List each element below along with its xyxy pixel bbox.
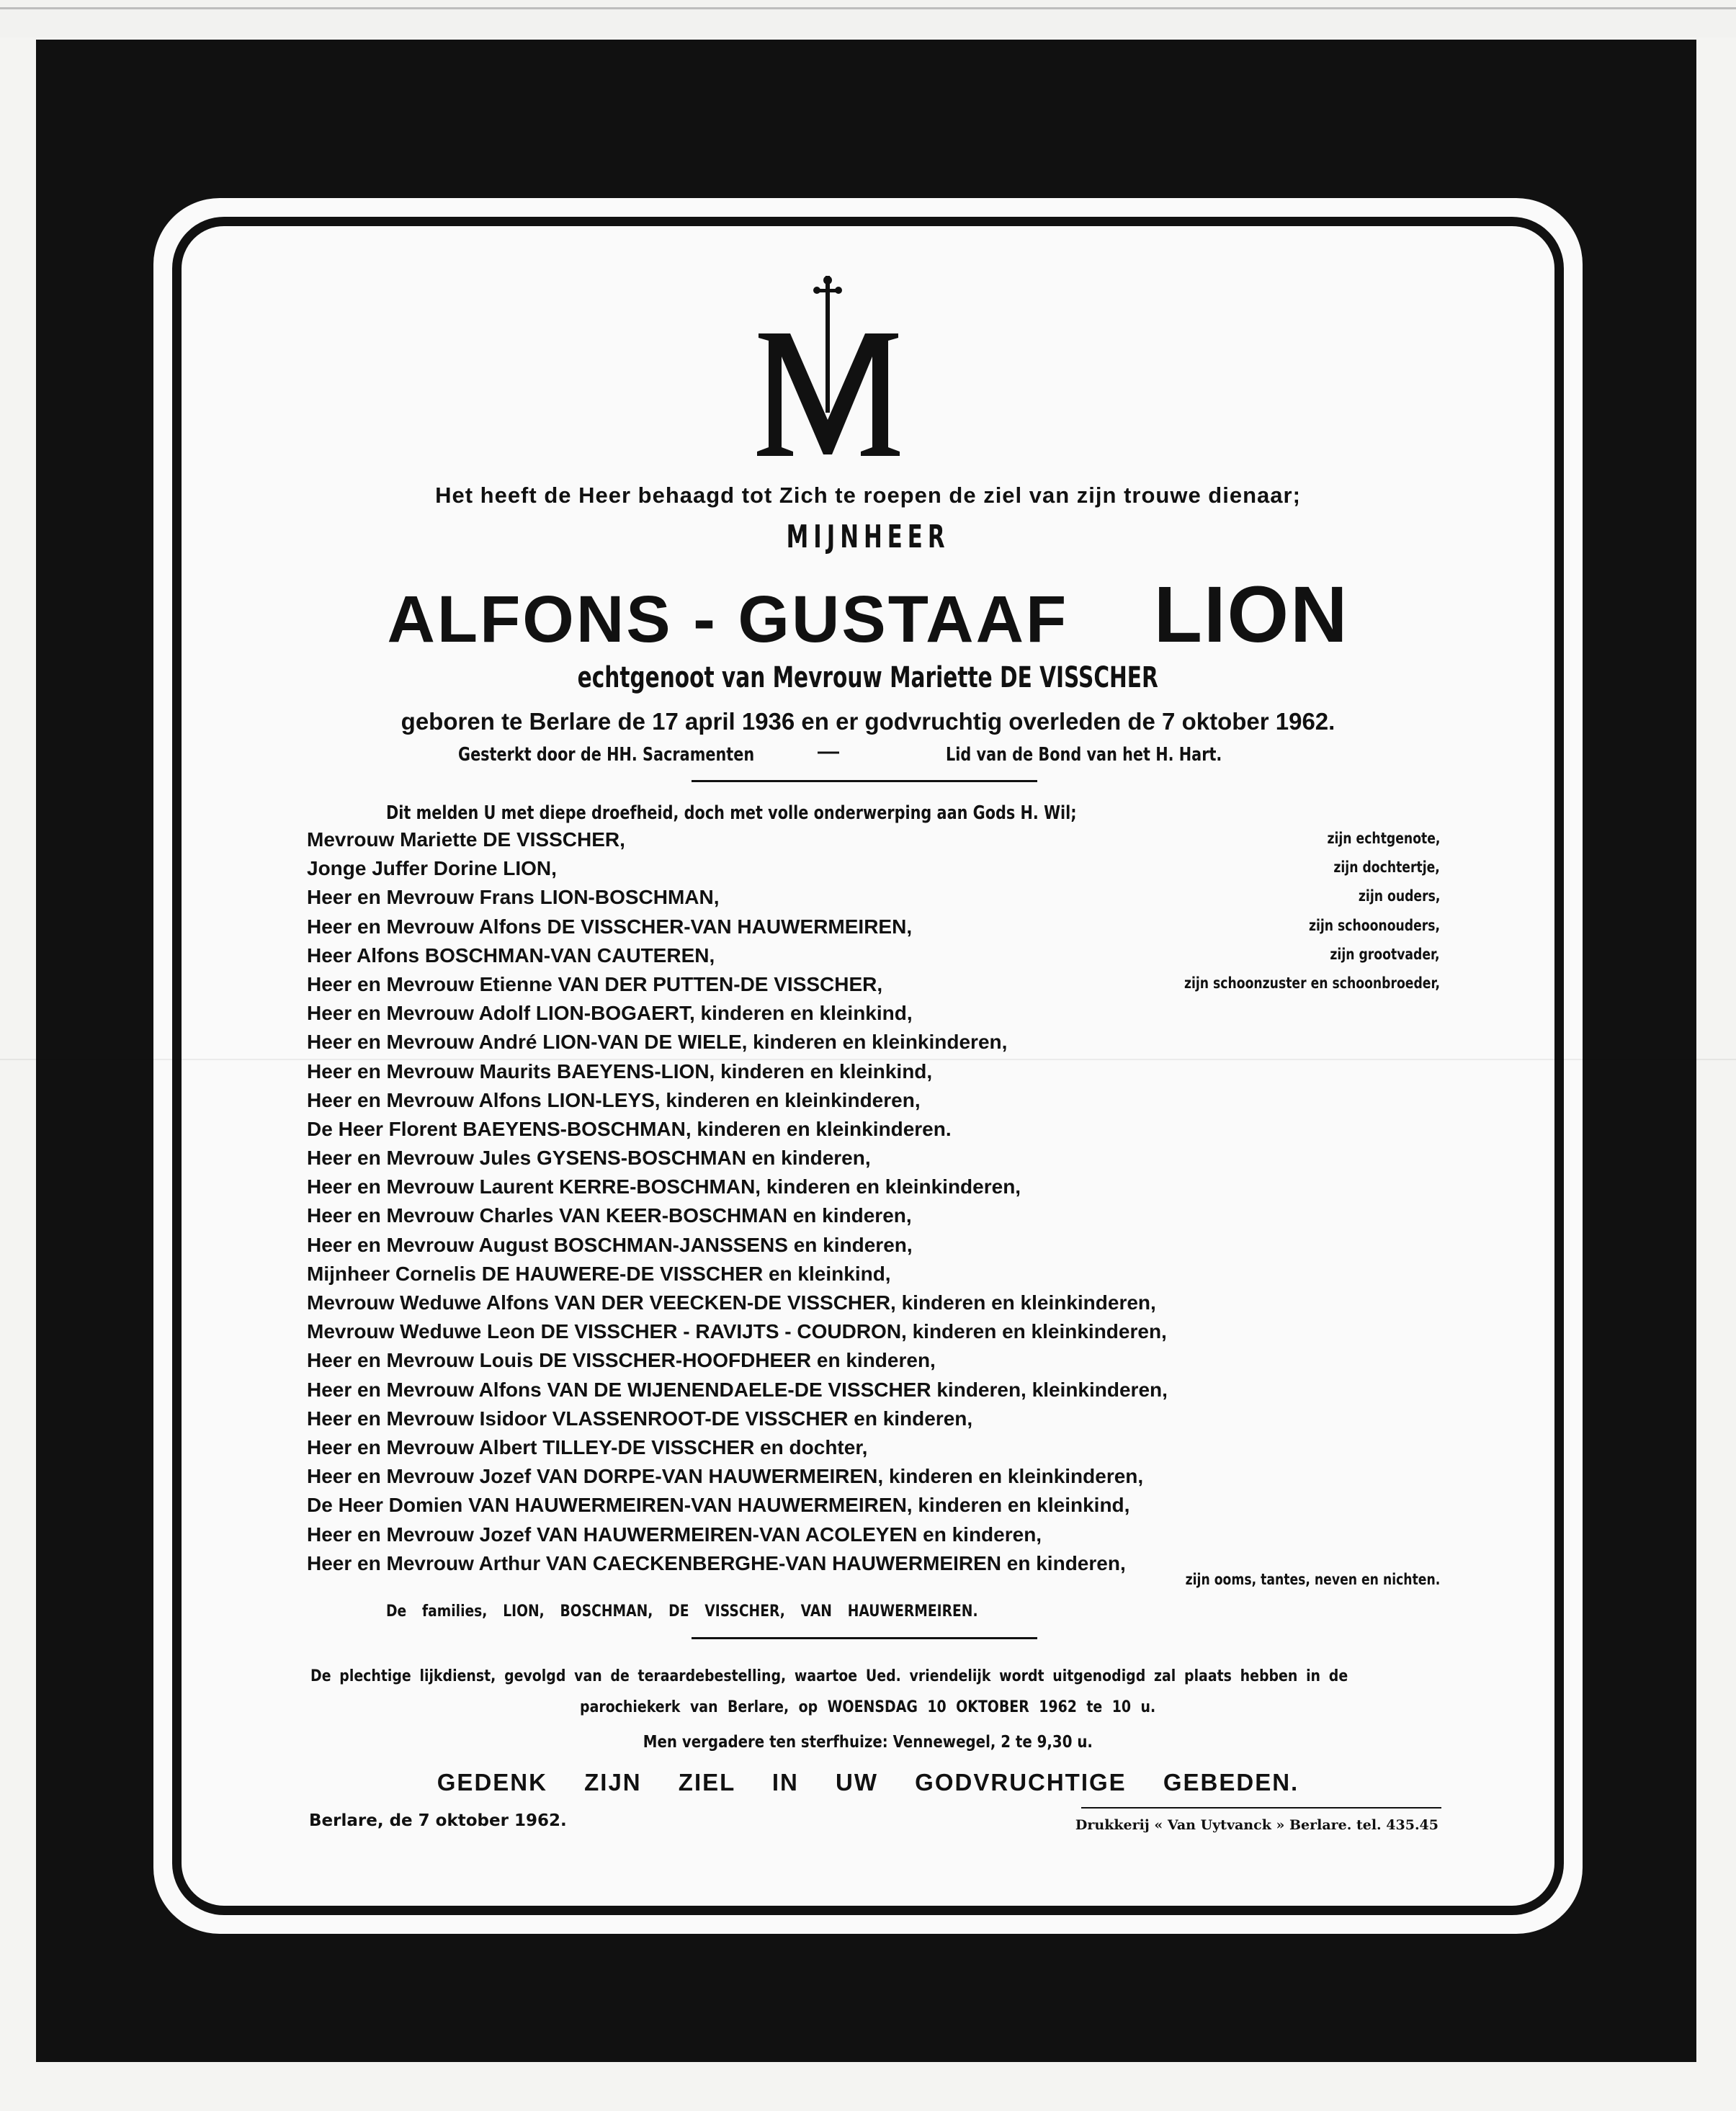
intro-text: Het heeft de Heer behaagd tot Zich te roepen de ziel van zijn trouwe dienaar;: [435, 483, 1301, 508]
membership-text: Lid van de Bond van het H. Hart.: [946, 744, 1222, 766]
family-relation: zijn schoonouders,: [1308, 916, 1440, 934]
service-line-1: De plechtige lijkdienst, gevolgd van de teraardebestelling, waartoe Ued. vriendelijk wordt uitgenodigd zal plaats hebben in de: [310, 1667, 1348, 1685]
family-row: [307, 828, 1440, 857]
sacraments: [458, 743, 828, 766]
family-member: Mevrouw Weduwe Alfons VAN DER VEECKEN-DE VISSCHER, kinderen en kleinkinderen,: [307, 1291, 1156, 1314]
family-row: [307, 1060, 1440, 1089]
family-member: De Heer Domien VAN HAUWERMEIREN-VAN HAUWERMEIREN, kinderen en kleinkind,: [307, 1494, 1130, 1517]
family-row: [307, 886, 1440, 915]
gathering-text: Men vergadere ten sterfhuize: Vennewegel, 2 te 9,30 u.: [643, 1733, 1093, 1752]
family-row: [307, 1089, 1440, 1118]
family-relation: zijn ouders,: [1358, 887, 1440, 905]
family-row: [307, 1379, 1440, 1407]
family-row: [307, 1031, 1440, 1059]
printer-credit: Drukkerij « Van Uytvanck » Berlare. tel. 435.45: [1075, 1817, 1439, 1833]
family-relation: zijn dochtertje,: [1333, 859, 1440, 877]
relatives-closing: zijn ooms, tantes, neven en nichten.: [1185, 1571, 1440, 1588]
family-member: Heer en Mevrouw Alfons DE VISSCHER-VAN HAUWERMEIREN,: [307, 915, 913, 938]
family-row: [307, 1494, 1440, 1523]
family-row: [307, 1465, 1440, 1494]
family-member: Heer en Mevrouw Jozef VAN HAUWERMEIREN-VAN ACOLEYEN en kinderen,: [307, 1523, 1042, 1546]
family-member: Mijnheer Cornelis DE HAUWERE-DE VISSCHER en kleinkind,: [307, 1262, 891, 1285]
notice-content: [153, 198, 1583, 1934]
marian-monogram-icon: [746, 276, 911, 463]
family-relation: zijn grootvader,: [1330, 945, 1440, 963]
family-member: Heer en Mevrouw Etienne VAN DER PUTTEN-DE VISSCHER,: [307, 972, 883, 995]
family-row: [307, 1234, 1440, 1263]
surname: LION: [1153, 570, 1349, 659]
family-row: [307, 1002, 1440, 1031]
family-row: [307, 973, 1440, 1002]
family-row: [307, 1349, 1440, 1378]
family-member: Mevrouw Weduwe Leon DE VISSCHER - RAVIJTS - COUDRON, kinderen en kleinkinderen,: [307, 1320, 1167, 1343]
family-member: Heer en Mevrouw André LION-VAN DE WIELE, kinderen en kleinkinderen,: [307, 1031, 1008, 1054]
families-line: De families, LION, BOSCHMAN, DE VISSCHER, VAN HAUWERMEIREN.: [386, 1603, 978, 1621]
service-line-2: [153, 1698, 1583, 1716]
deceased-name: [153, 569, 1583, 660]
family-member: Heer en Mevrouw Jozef VAN DORPE-VAN HAUWERMEIREN, kinderen en kleinkinderen,: [307, 1465, 1144, 1488]
family-member: Heer en Mevrouw Alfons VAN DE WIJENENDAELE-DE VISSCHER kinderen, kleinkinderen,: [307, 1378, 1168, 1401]
family-row: [307, 944, 1440, 973]
family-relation: zijn schoonzuster en schoonbroeder,: [1184, 974, 1440, 992]
sacraments-text: Gesterkt door de HH. Sacramenten: [458, 744, 755, 766]
family-member: Heer en Mevrouw Maurits BAEYENS-LION, kinderen en kleinkind,: [307, 1059, 933, 1083]
family-member: Heer en Mevrouw Laurent KERRE-BOSCHMAN, kinderen en kleinkinderen,: [307, 1175, 1021, 1198]
honorific: [153, 519, 1583, 555]
given-names: ALFONS - GUSTAAF: [387, 583, 1069, 656]
sheet-top-line: [0, 7, 1736, 9]
family-member: Heer en Mevrouw Adolf LION-BOGAERT, kinderen en kleinkind,: [307, 1002, 913, 1025]
gathering-line: [153, 1733, 1583, 1752]
death-notice-card: [153, 198, 1583, 1934]
family-row: [307, 1523, 1440, 1552]
birth-death-line: geboren te Berlare de 17 april 1936 en er godvruchtig overleden de 7 oktober 1962.: [401, 708, 1335, 735]
family-relation: zijn echtgenote,: [1326, 830, 1440, 847]
family-row: [307, 1263, 1440, 1291]
place-date: Berlare, de 7 oktober 1962.: [309, 1811, 567, 1830]
spouse-text: echtgenoot van Mevrouw Mariette DE VISSCHER: [577, 661, 1159, 694]
announcement-text: Dit melden U met diepe droefheid, doch met volle onderwerping aan Gods H. Wil;: [386, 802, 1077, 824]
family-member: Heer en Mevrouw Charles VAN KEER-BOSCHMAN en kinderen,: [307, 1204, 912, 1227]
announcement: [386, 802, 1249, 824]
family-member: Heer en Mevrouw Arthur VAN CAECKENBERGHE-VAN HAUWERMEIREN en kinderen,: [307, 1551, 1126, 1574]
family-row: [307, 915, 1440, 944]
sheet-top-edge: [0, 0, 1736, 37]
family-row: [307, 1204, 1440, 1233]
family-row: [307, 1320, 1440, 1349]
family-row: [307, 1147, 1440, 1175]
honorific-text: MIJNHEER: [786, 519, 950, 555]
family-list: [307, 828, 1440, 1581]
family-row: [307, 1436, 1440, 1465]
family-member: Heer en Mevrouw Isidoor VLASSENROOT-DE VISSCHER en kinderen,: [307, 1407, 973, 1430]
paper-fold-crease: [0, 1059, 1736, 1060]
family-member: Heer en Mevrouw Alfons LION-LEYS, kinderen en kleinkinderen,: [307, 1088, 921, 1111]
family-row: [307, 1175, 1440, 1204]
divider-top: [692, 780, 1037, 782]
family-member: Heer en Mevrouw August BOSCHMAN-JANSSENS en kinderen,: [307, 1233, 913, 1256]
printer-rule: [1081, 1807, 1441, 1809]
separator-dash: —: [818, 740, 839, 763]
family-row: [307, 857, 1440, 886]
family-member: Heer en Mevrouw Albert TILLEY-DE VISSCHER en dochter,: [307, 1435, 868, 1458]
family-member: Heer en Mevrouw Frans LION-BOSCHMAN,: [307, 886, 720, 909]
membership: [946, 743, 1291, 766]
family-row: [307, 1118, 1440, 1147]
family-member: Heer Alfons BOSCHMAN-VAN CAUTEREN,: [307, 944, 715, 967]
family-member: Mevrouw Mariette DE VISSCHER,: [307, 828, 625, 851]
family-row: [307, 1407, 1440, 1436]
family-member: Heer en Mevrouw Jules GYSENS-BOSCHMAN en kinderen,: [307, 1147, 871, 1170]
spouse-line: [153, 661, 1583, 694]
family-member: De Heer Florent BAEYENS-BOSCHMAN, kinderen en kleinkinderen.: [307, 1117, 952, 1140]
family-member: Jonge Juffer Dorine LION,: [307, 857, 557, 880]
family-member: Heer en Mevrouw Louis DE VISSCHER-HOOFDHEER en kinderen,: [307, 1349, 936, 1372]
family-row: [307, 1291, 1440, 1320]
prayer-request: GEDENK ZIJN ZIEL IN UW GODVRUCHTIGE GEBEDEN.: [437, 1769, 1299, 1796]
divider-bottom: [692, 1637, 1037, 1639]
service-line-2-text: parochiekerk van Berlare, op WOENSDAG 10 OKTOBER 1962 te 10 u.: [580, 1698, 1156, 1716]
